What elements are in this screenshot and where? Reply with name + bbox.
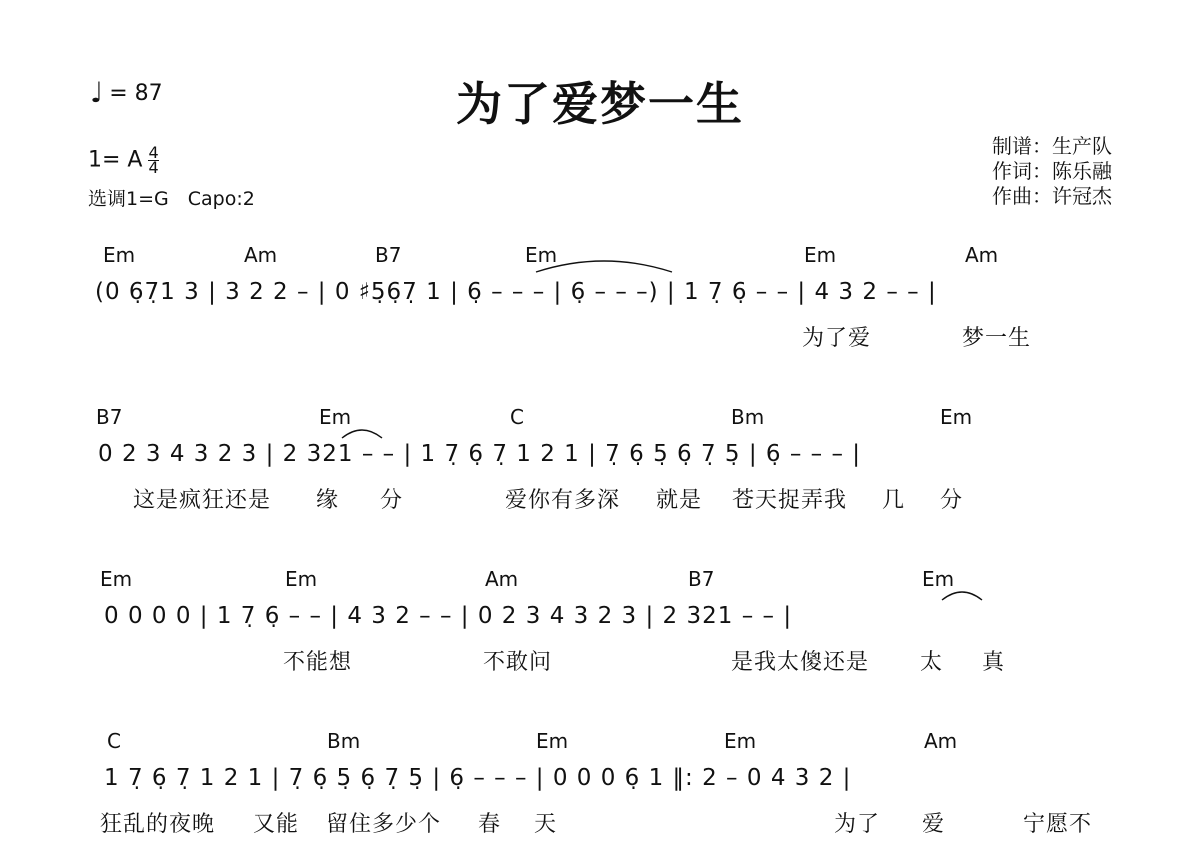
notation-line: 0 2 3 4 3 2 3 | 2 321 – – | 1 7̣ 6̣ 7̣ 1 2 1 | 7̣ 6̣ 5̣ 6̣ 7̣ 5̣ | 6̣ – – – | (98, 441, 862, 467)
tempo-marking: ♩ = 87 (90, 76, 163, 109)
time-signature: $\frac{4}{4}$ (148, 143, 159, 177)
lyric: 爱 (922, 812, 946, 837)
lyric: 就是 (656, 488, 703, 513)
chord: Em (724, 729, 757, 753)
chord: Em (285, 567, 318, 591)
tie-slur (940, 588, 984, 602)
lyric: 是我太傻还是 (731, 650, 870, 675)
lyric: 梦一生 (962, 326, 1032, 351)
credits (992, 134, 1112, 209)
chord: Em (100, 567, 133, 591)
chord: B7 (96, 405, 123, 429)
notation-line: (0 6̣7̣1 3 | 3 2 2 – | 0 ♯5̣6̣7̣ 1 | 6̣ – – – | 6̣ – – –) | 1 7̣ 6̣ – – | 4 3 2 – – | (95, 279, 937, 305)
lyric: 不敢问 (483, 650, 553, 675)
lyric: 不能想 (283, 650, 353, 675)
credit-music-by: 作曲：许冠杰 (992, 184, 1112, 208)
lyric: 分 (940, 488, 964, 513)
tie-slur (340, 426, 384, 440)
chord: Em (940, 405, 973, 429)
notation-line: 0 0 0 0 | 1 7̣ 6̣ – – | 4 3 2 – – | 0 2 3 4 3 2 3 | 2 321 – – | (104, 603, 793, 629)
lyric: 缘 (316, 488, 340, 513)
chord: B7 (688, 567, 715, 591)
lyric: 天 (534, 812, 558, 837)
chord: Em (922, 567, 955, 591)
lyric: 为了爱 (802, 326, 872, 351)
key-signature: 1= A $\frac{4}{4}$ (88, 143, 159, 177)
chord: Am (924, 729, 958, 753)
chord: B7 (375, 243, 402, 267)
chord: Em (536, 729, 569, 753)
lyric: 爱你有多深 (505, 488, 621, 513)
chord: C (107, 729, 121, 753)
lyric: 几 (882, 488, 906, 513)
chord: Am (485, 567, 519, 591)
chord: C (510, 405, 524, 429)
lyric: 真 (982, 650, 1006, 675)
quarter-note-icon: ♩ (90, 76, 104, 109)
lyric: 又能 (253, 812, 300, 837)
tie-slur (534, 256, 674, 276)
lyric: 春 (478, 812, 502, 837)
chord: Am (965, 243, 999, 267)
capo-info: 选调1=G Capo:2 (88, 188, 255, 210)
credit-score-by: 制谱：生产队 (992, 134, 1112, 158)
lyric: 狂乱的夜晚 (100, 812, 216, 837)
lyric: 宁愿不 (1023, 812, 1093, 837)
chord: Em (525, 243, 558, 267)
chord: Em (804, 243, 837, 267)
chord: Am (244, 243, 278, 267)
chord: Em (103, 243, 136, 267)
notation-line: 1 7̣ 6̣ 7̣ 1 2 1 | 7̣ 6̣ 5̣ 6̣ 7̣ 5̣ | 6̣ – – – | 0 0 0 6̣ 1 ‖: 2 – 0 4 3 2 | (104, 765, 852, 791)
lyric: 为了 (834, 812, 881, 837)
song-title: 为了爱梦一生 (456, 77, 744, 131)
lyric: 这是疯狂还是 (133, 488, 272, 513)
lyric: 分 (380, 488, 404, 513)
credit-lyrics-by: 作词：陈乐融 (992, 159, 1112, 183)
lyric: 留住多少个 (326, 812, 442, 837)
lyric: 太 (920, 650, 944, 675)
chord: Bm (327, 729, 361, 753)
chord: Bm (731, 405, 765, 429)
lyric: 苍天捉弄我 (732, 488, 848, 513)
chord: Em (319, 405, 352, 429)
